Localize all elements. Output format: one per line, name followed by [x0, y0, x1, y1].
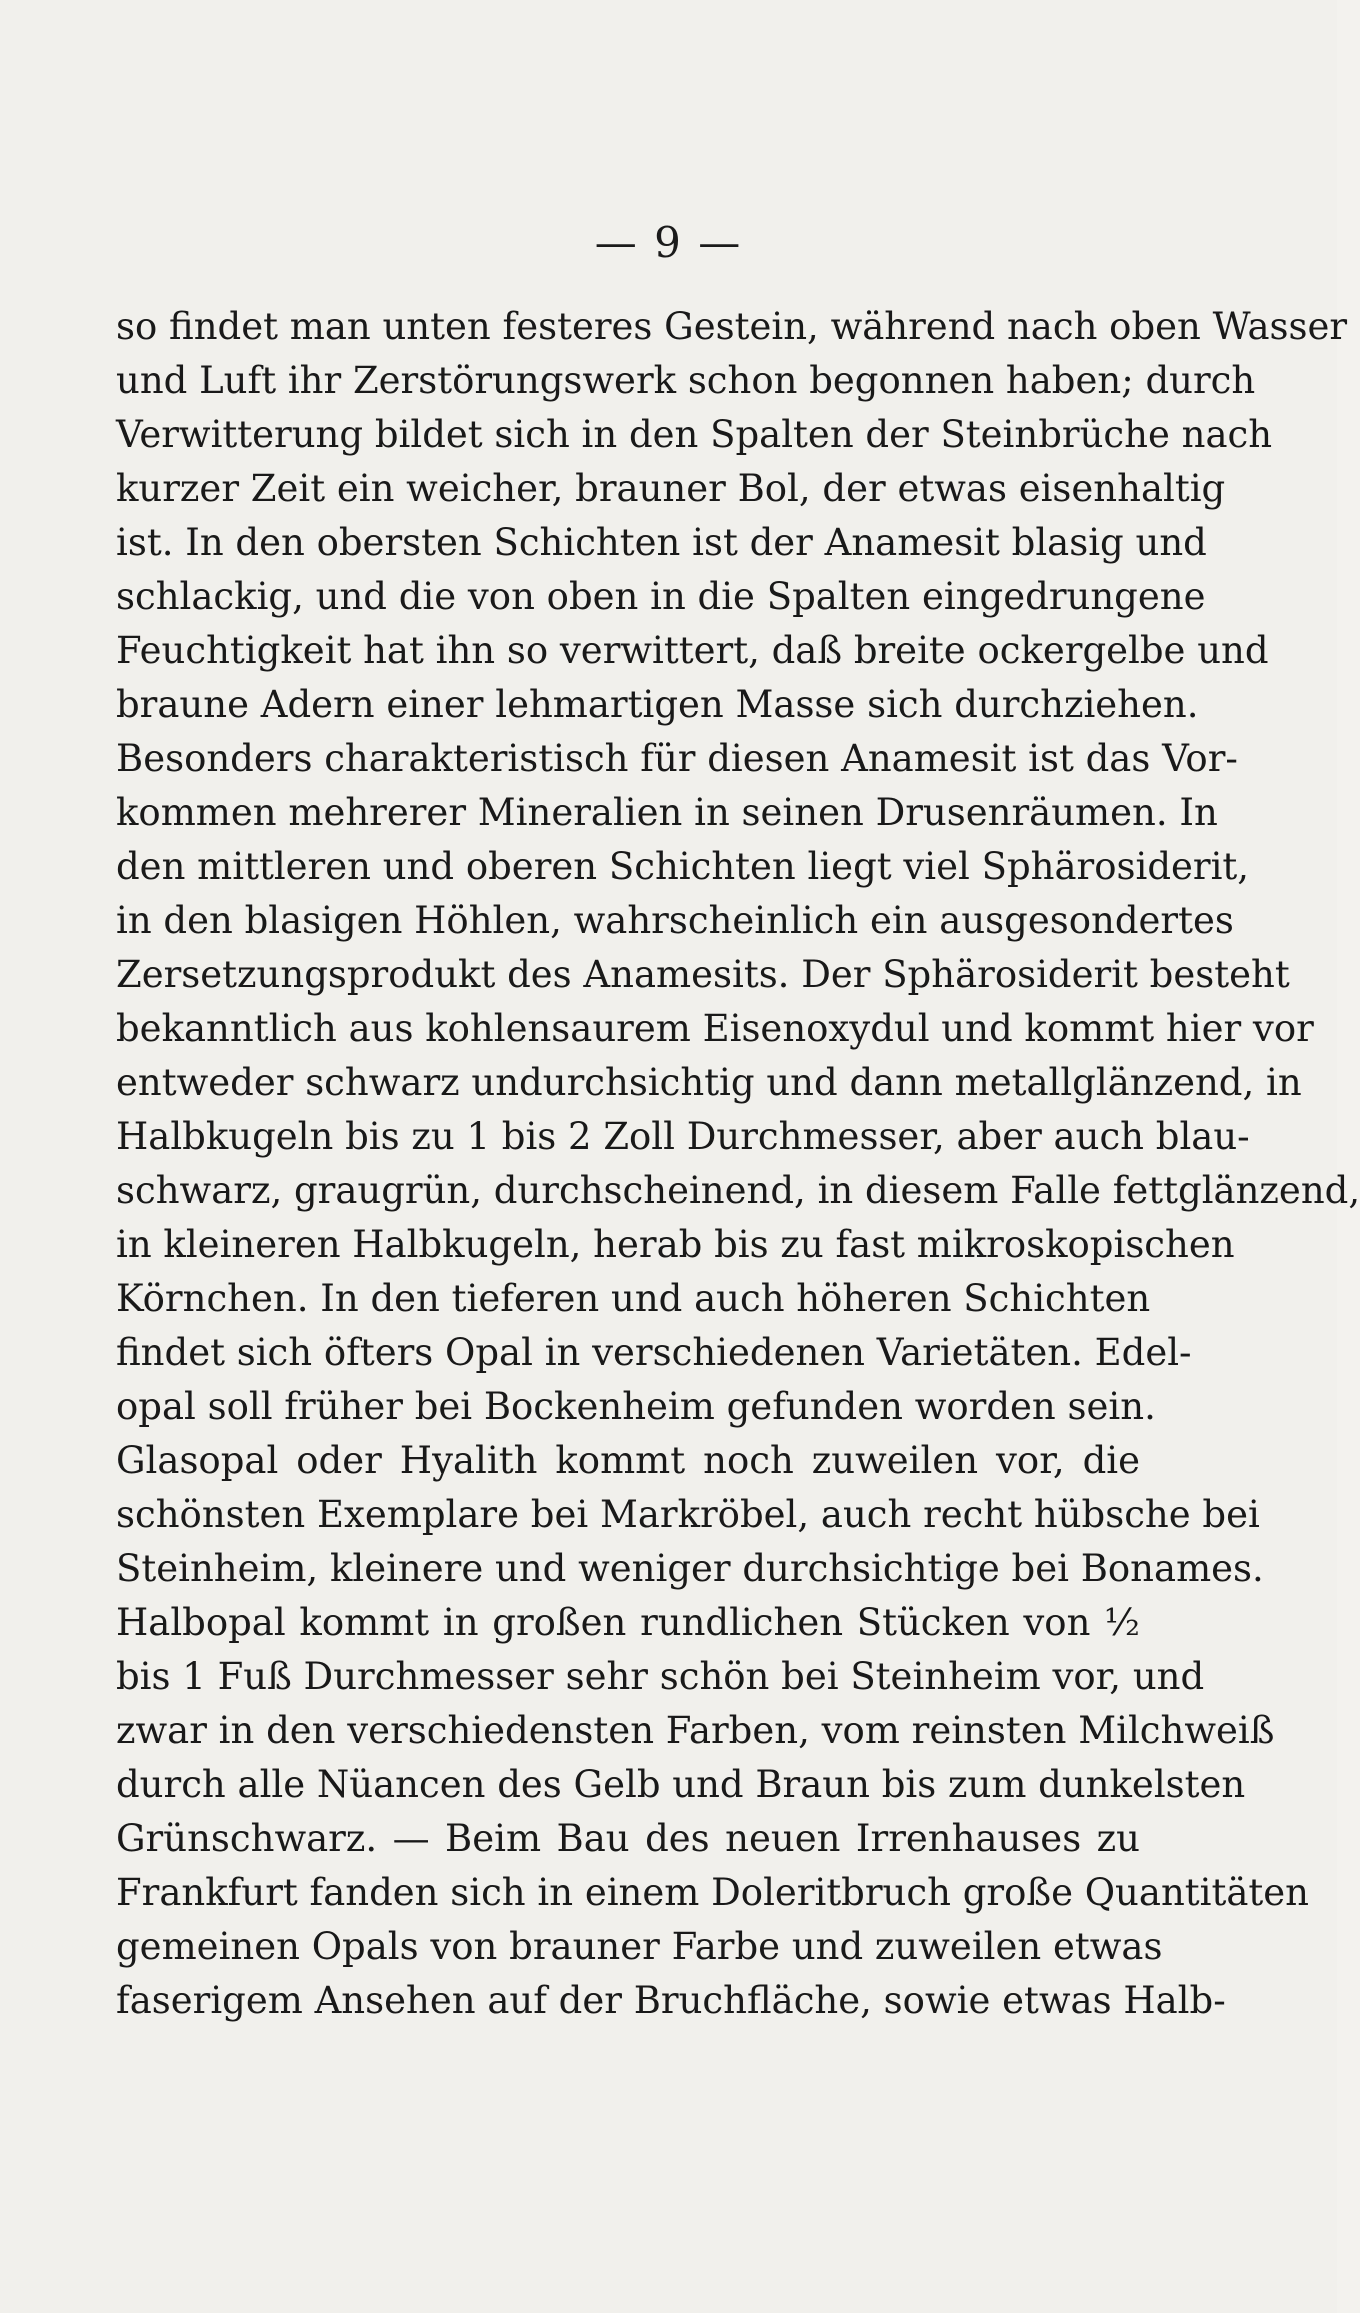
text-line: bis 1 Fuß Durchmesser sehr schön bei Steinheim vor, und [116, 1655, 1205, 1698]
page-number: — 9 — [594, 218, 743, 267]
text-line: kommen mehrerer Mineralien in seinen Drusenräumen. In [116, 791, 1218, 834]
text-line: bekanntlich aus kohlensaurem Eisenoxydul und kommt hier vor [116, 1007, 1314, 1050]
text-line: durch alle Nüancen des Gelb und Braun bis zum dunkelsten [116, 1763, 1246, 1806]
text-line: Glasopal oder Hyalith kommt noch zuweilen vor, die [116, 1439, 1140, 1482]
text-line: Verwitterung bildet sich in den Spalten der Steinbrüche nach [116, 413, 1273, 456]
text-line: Frankfurt fanden sich in einem Doleritbruch große Quantitäten [116, 1871, 1309, 1914]
text-line: schönsten Exemplare bei Markröbel, auch recht hübsche bei [116, 1493, 1260, 1536]
text-line: Feuchtigkeit hat ihn so verwittert, daß breite ockergelbe und [116, 629, 1269, 672]
text-line: in kleineren Halbkugeln, herab bis zu fast mikroskopischen [116, 1223, 1235, 1266]
text-line: schwarz, graugrün, durchscheinend, in diesem Falle fettglänzend, [116, 1169, 1360, 1212]
text-line: braune Adern einer lehmartigen Masse sich durchziehen. [116, 683, 1199, 726]
text-line: Körnchen. In den tieferen und auch höheren Schichten [116, 1277, 1151, 1320]
body-text [116, 300, 1360, 2028]
text-line: Besonders charakteristisch für diesen Anamesit ist das Vor- [116, 737, 1238, 780]
text-line: faserigem Ansehen auf der Bruchfläche, sowie etwas Halb- [116, 1979, 1226, 2022]
text-line: Steinheim, kleinere und weniger durchsichtige bei Bonames. [116, 1547, 1264, 1590]
text-line: und Luft ihr Zerstörungswerk schon begonnen haben; durch [116, 359, 1256, 402]
text-line: den mittleren und oberen Schichten liegt viel Sphärosiderit, [116, 845, 1250, 888]
text-line: zwar in den verschiedensten Farben, vom reinsten Milchweiß [116, 1709, 1275, 1752]
text-line: entweder schwarz undurchsichtig und dann metallglänzend, in [116, 1061, 1302, 1104]
text-line: gemeinen Opals von brauner Farbe und zuweilen etwas [116, 1925, 1163, 1968]
text-line: kurzer Zeit ein weicher, brauner Bol, der etwas eisenhaltig [116, 467, 1226, 510]
text-line: Halbkugeln bis zu 1 bis 2 Zoll Durchmesser, aber auch blau- [116, 1115, 1250, 1158]
text-line: ist. In den obersten Schichten ist der Anamesit blasig und [116, 521, 1207, 564]
text-line: Zersetzungsprodukt des Anamesits. Der Sphärosiderit besteht [116, 953, 1290, 996]
text-line: schlackig, und die von oben in die Spalten eingedrungene [116, 575, 1206, 618]
text-line: Grünschwarz. — Beim Bau des neuen Irrenhauses zu [116, 1817, 1140, 1860]
text-line: opal soll früher bei Bockenheim gefunden worden sein. [116, 1385, 1156, 1428]
text-line: in den blasigen Höhlen, wahrscheinlich ein ausgesondertes [116, 899, 1234, 942]
text-line: so findet man unten festeres Gestein, während nach oben Wasser [116, 305, 1348, 348]
text-line: Halbopal kommt in großen rundlichen Stücken von ½ [116, 1601, 1140, 1644]
text-line: findet sich öfters Opal in verschiedenen Varietäten. Edel- [116, 1331, 1192, 1374]
